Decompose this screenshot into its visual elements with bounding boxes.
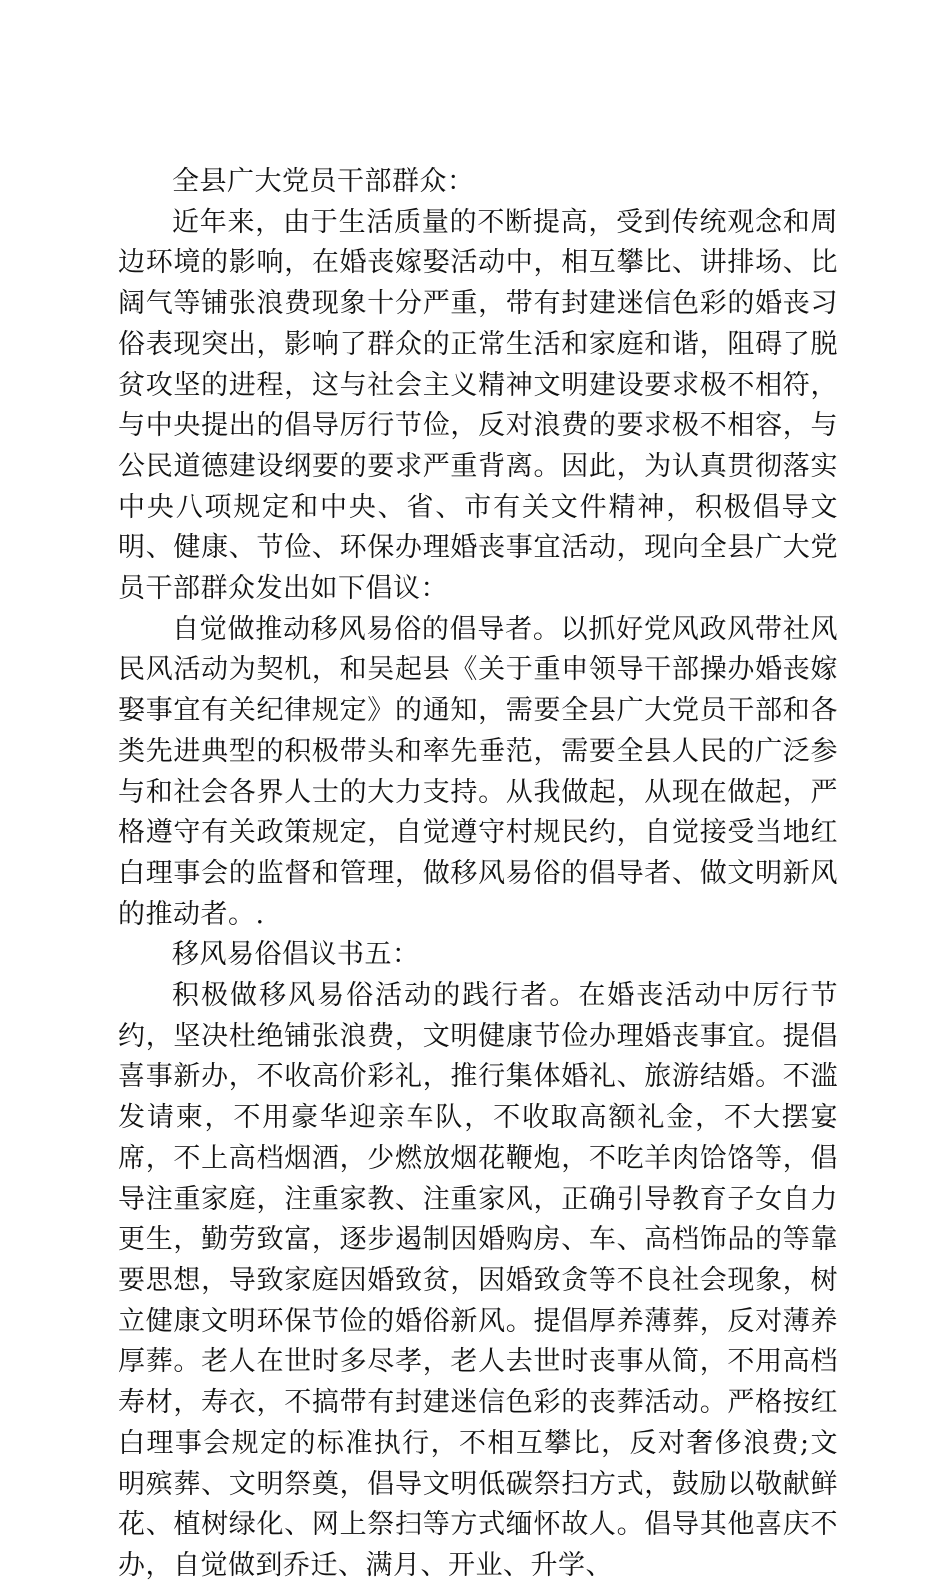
paragraph-practice: 积极做移风易俗活动的践行者。在婚丧活动中厉行节约，坚决杜绝铺张浪费，文明健康节俭办理婚丧事宜。提倡喜事新办，不收高价彩礼，推行集体婚礼、旅游结婚。不滥发请柬，不用豪华迎亲车队，不收取高额礼金，不大摆宴席，不上高档烟酒，少燃放烟花鞭炮，不吃羊肉饸饹等，倡导注重家庭，注重家教、注重家风，正确引导教育子女自力更生，勤劳致富，逐步遏制因婚购房、车、高档饰品的等靠要思想，导致家庭因婚致贫，因婚致贪等不良社会现象，树立健康文明环保节俭的婚俗新风。提倡厚养薄葬，反对薄养厚葬。老人在世时多尽孝，老人去世时丧事从简，不用高档寿材，寿衣，不搞带有封建迷信色彩的丧葬活动。严格按红白理事会规定的标准执行，不相互攀比，反对奢侈浪费;文明殡葬、文明祭奠，倡导文明低碳祭扫方式，鼓励以敬献鲜花、植树绿化、网上祭扫等方式缅怀故人。倡导其他喜庆不办，自觉做到乔迁、满月、开业、升学、 [118, 980, 838, 1581]
paragraph-intro: 近年来，由于生活质量的不断提高，受到传统观念和周边环境的影响，在婚丧嫁娶活动中，相互攀比、讲排场、比阔气等铺张浪费现象十分严重，带有封建迷信色彩的婚丧习俗表现突出，影响了群众的正常生活和家庭和谐，阻碍了脱贫攻坚的进程，这与社会主义精神文明建设要求极不相符，与中央提出的倡导厉行节俭，反对浪费的要求极不相容，与公民道德建设纲要的要求严重背离。因此，为认真贯彻落实中央八项规定和中央、省、市有关文件精神，积极倡导文明、健康、节俭、环保办理婚丧事宜活动，现向全县广大党员干部群众发出如下倡议： [118, 206, 838, 605]
salutation: 全县广大党员干部群众： [172, 166, 475, 197]
section-heading: 移风易俗倡议书五： [172, 939, 420, 971]
paragraph-advocate: 自觉做推动移风易俗的倡导者。以抓好党风政风带社风民风活动为契机，和吴起县《关于重申领导干部操办婚丧嫁娶事宜有关纪律规定》的通知，需要全县广大党员干部和各类先进典型的积极带头和率先垂范，需要全县人民的广泛参与和社会各界人士的大力支持。从我做起，从现在做起，严格遵守有关政策规定，自觉遵守村规民约，自觉接受当地红白理事会的监督和管理，做移风易俗的倡导者、做文明新风的推动者。. [118, 613, 838, 930]
document-body [118, 162, 838, 1587]
